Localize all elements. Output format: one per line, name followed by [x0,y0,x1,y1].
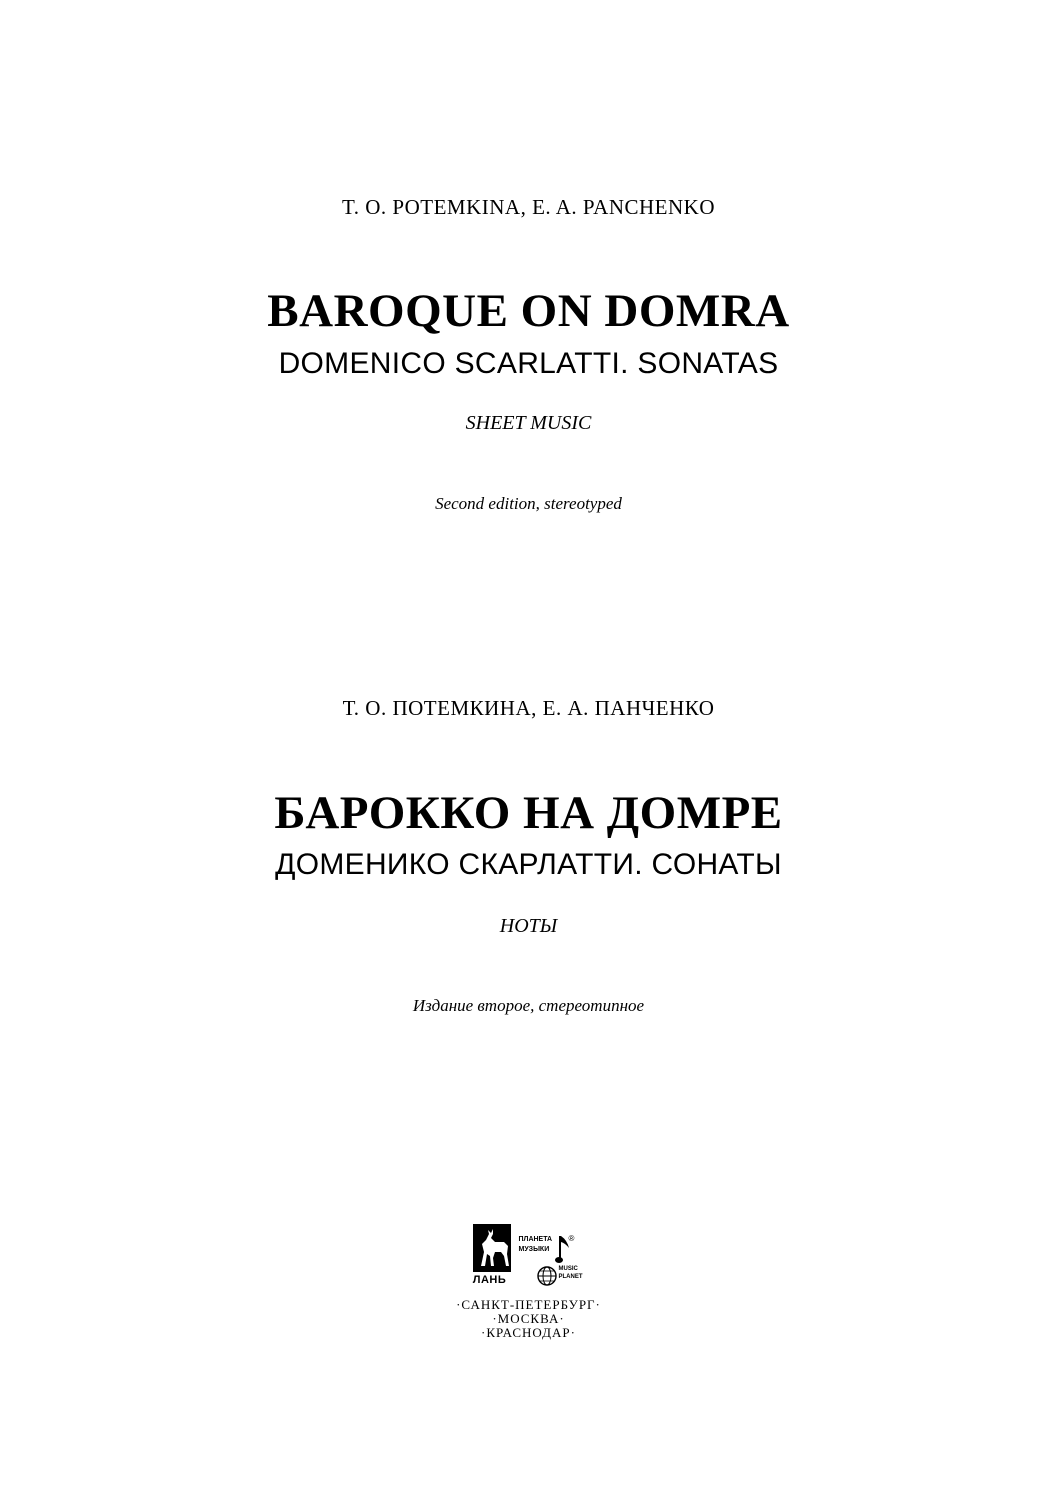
planeta-line: ПЛАНЕТА [518,1236,553,1243]
publisher-block [0,1222,1057,1340]
english-title: BAROQUE ON DOMRA [267,285,790,337]
planet-line: PLANET [558,1274,583,1280]
city-saint-petersburg: ·САНКТ-ПЕТЕРБУРГ· [456,1297,601,1312]
globe-icon [537,1266,557,1286]
planeta-muzyki-text [519,1235,553,1255]
music-line: MUSIC [558,1266,578,1272]
publisher-cities [0,1298,1057,1340]
city-moscow: ·МОСКВА· [492,1311,565,1326]
muzyki-line: МУЗЫКИ [518,1246,550,1253]
russian-authors: Т. О. ПОТЕМКИНА, Е. А. ПАНЧЕНКО [342,696,715,720]
music-planet-text [559,1265,583,1281]
english-subtitle: DOMENICO SCARLATTI. SONATAS [278,347,779,380]
city-krasnodar: ·КРАСНОДАР· [481,1325,576,1340]
russian-genre: НОТЫ [499,915,558,937]
russian-subtitle: ДОМЕНИКО СКАРЛАТТИ. СОНАТЫ [275,848,782,881]
english-authors: T. O. POTEMKINA, E. A. PANCHENKO [341,195,715,219]
publisher-logos [459,1222,599,1292]
english-edition: Second edition, stereotyped [435,494,622,513]
registered-mark: ® [568,1234,575,1243]
russian-edition: Издание второе, стереотипное [412,996,645,1015]
russian-title: БАРОККО НА ДОМРЕ [274,787,783,839]
english-genre: SHEET MUSIC [465,412,592,434]
lan-logo-text: ЛАНЬ [472,1274,507,1286]
